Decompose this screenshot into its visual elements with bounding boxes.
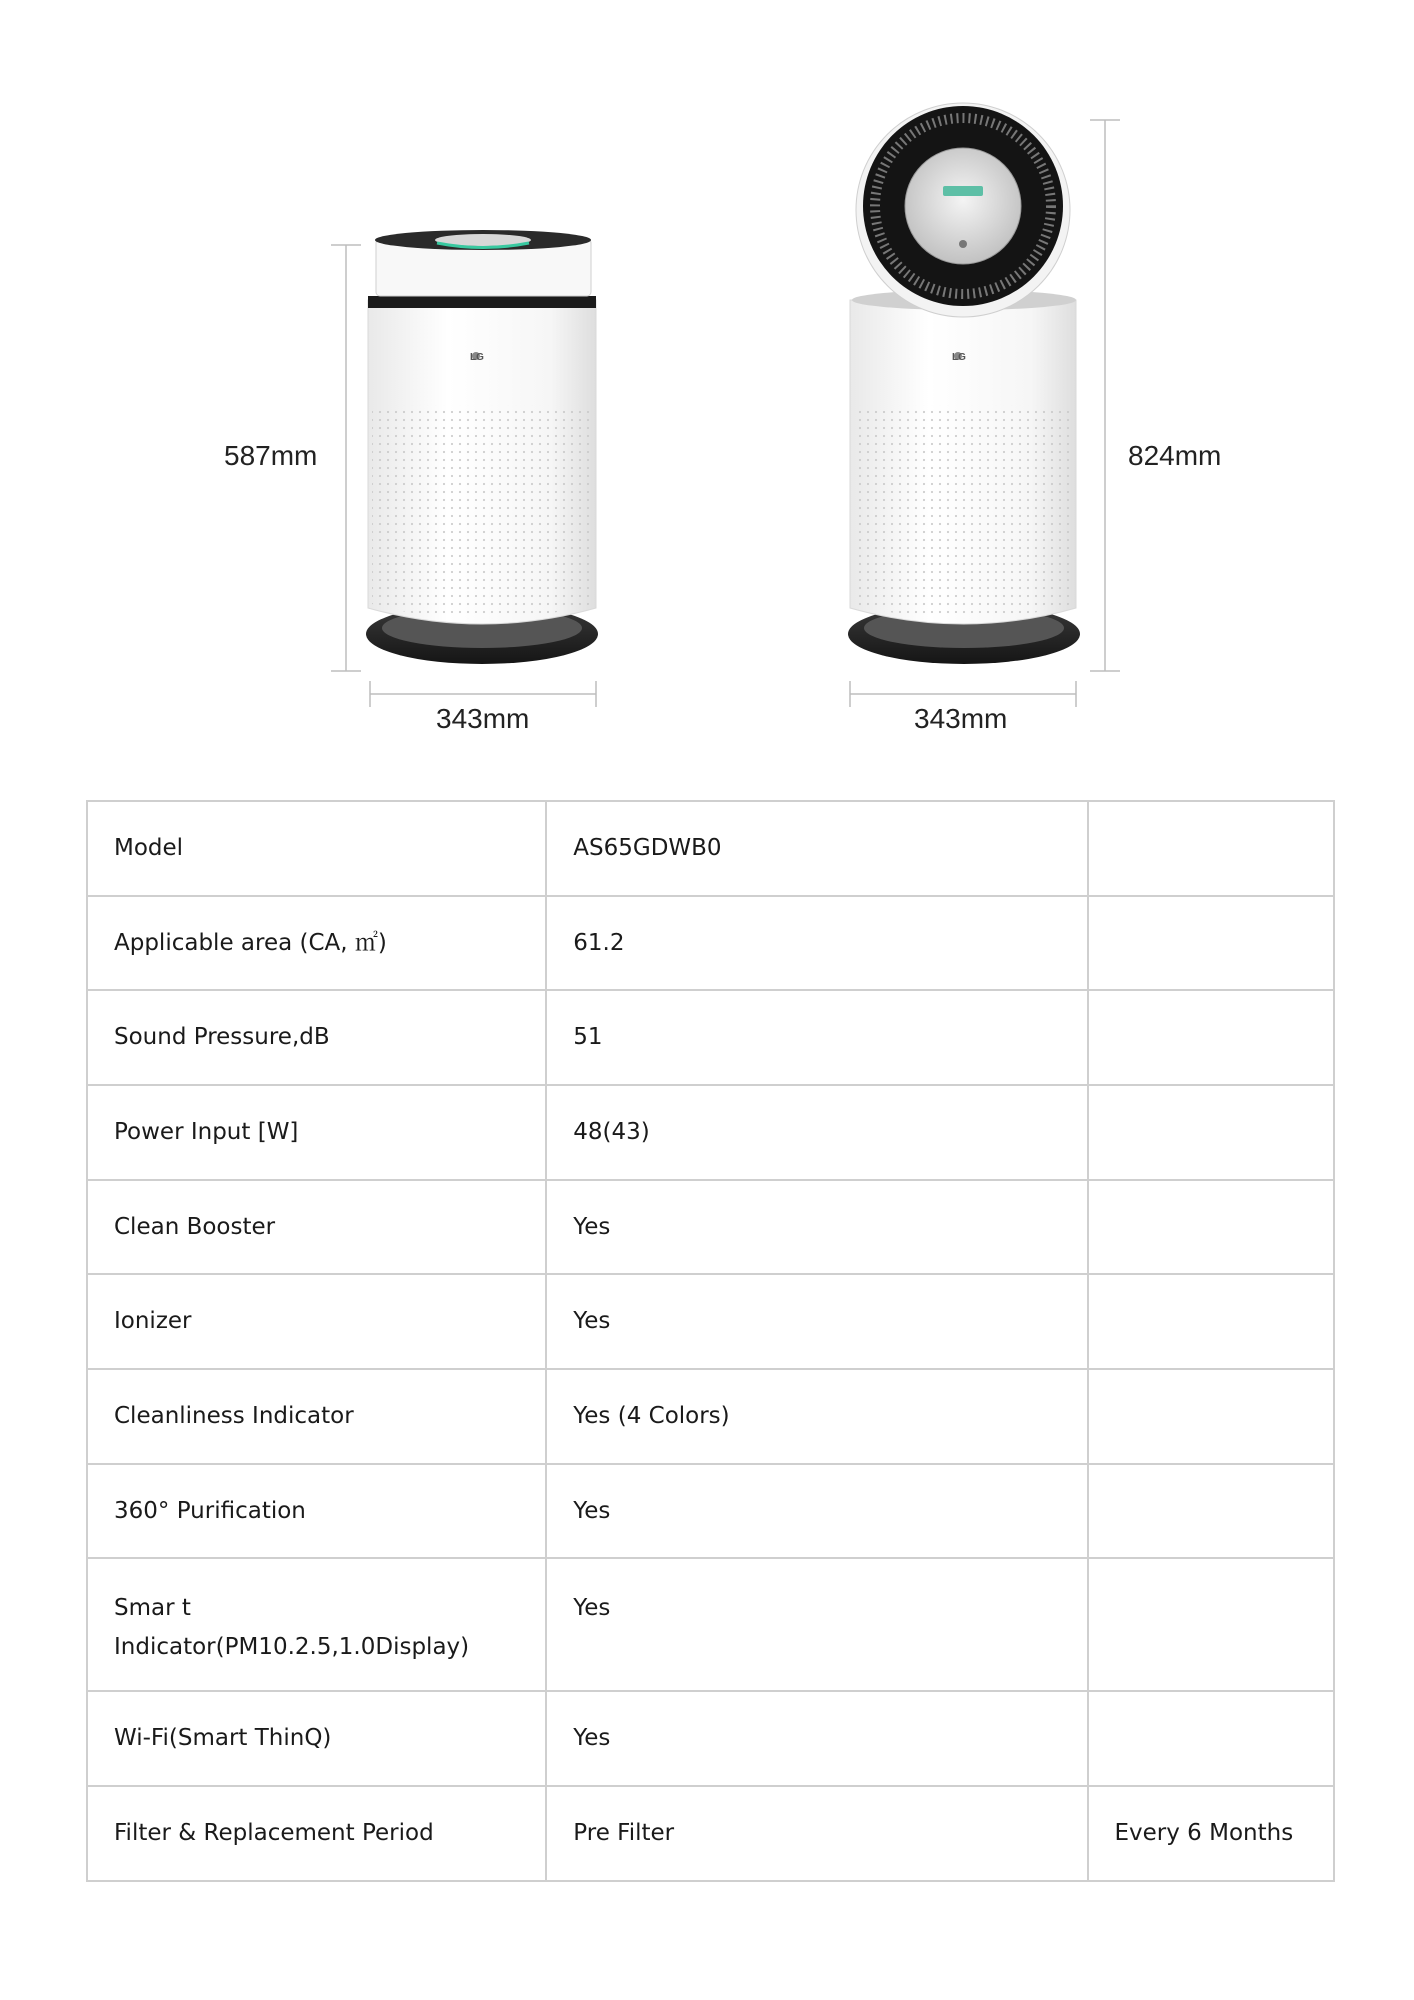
table-row: [87, 1786, 1334, 1881]
spec-value: 61.2: [546, 896, 1087, 990]
spec-label-line: Smar t: [114, 1595, 191, 1621]
spec-label: Wi-Fi(Smart ThinQ): [87, 1691, 546, 1786]
spec-extra: [1088, 1274, 1335, 1369]
spec-label: 360° Purification: [87, 1464, 546, 1558]
spec-value: AS65GDWB0: [546, 801, 1087, 896]
table-row: [87, 1558, 1334, 1691]
spec-extra: Every 6 Months: [1088, 1786, 1335, 1881]
spec-label: Model: [87, 801, 546, 896]
table-row: [87, 1369, 1334, 1464]
spec-extra: [1088, 801, 1335, 896]
spec-value: Yes: [546, 1274, 1087, 1369]
table-row: [87, 896, 1334, 990]
product-dimension-figure: [0, 0, 1414, 760]
spec-value: 51: [546, 990, 1087, 1085]
spec-value: Yes: [546, 1180, 1087, 1274]
spec-label-line: Indicator(PM10.2.5,1.0Display): [114, 1634, 470, 1660]
spec-label: Applicable area (CA, ㎡): [87, 896, 546, 990]
spec-label: Ionizer: [87, 1274, 546, 1369]
brand-logo-right: LG: [952, 352, 966, 363]
closed-width-label: 343mm: [436, 703, 530, 734]
spec-value: Yes (4 Colors): [546, 1369, 1087, 1464]
spec-extra: [1088, 990, 1335, 1085]
spec-label: Sound Pressure,dB: [87, 990, 546, 1085]
table-row: [87, 1691, 1334, 1786]
spec-value: Yes: [546, 1558, 1087, 1691]
table-row: [87, 990, 1334, 1085]
spec-value: Yes: [546, 1691, 1087, 1786]
closed-height-label: 587mm: [224, 440, 318, 471]
purifier-closed: [366, 230, 598, 664]
spec-extra: [1088, 1691, 1335, 1786]
spec-label: Clean Booster: [87, 1180, 546, 1274]
spec-extra: [1088, 1369, 1335, 1464]
spec-table: [86, 800, 1335, 1882]
table-row: [87, 1180, 1334, 1274]
purifier-illustrations: [0, 0, 1414, 760]
spec-extra: [1088, 896, 1335, 990]
table-row: [87, 1464, 1334, 1558]
spec-label: Power Input [W]: [87, 1085, 546, 1180]
table-row: [87, 801, 1334, 896]
spec-value: Yes: [546, 1464, 1087, 1558]
brand-logo-left: LG: [470, 352, 484, 363]
spec-value: 48(43): [546, 1085, 1087, 1180]
spec-extra: [1088, 1085, 1335, 1180]
table-row: [87, 1085, 1334, 1180]
spec-value: Pre Filter: [546, 1786, 1087, 1881]
spec-label: Filter & Replacement Period: [87, 1786, 546, 1881]
open-height-label: 824mm: [1128, 440, 1222, 471]
table-row: [87, 1274, 1334, 1369]
purifier-open: [848, 103, 1080, 664]
spec-label: [87, 1558, 546, 1691]
spec-extra: [1088, 1558, 1335, 1691]
spec-extra: [1088, 1464, 1335, 1558]
spec-extra: [1088, 1180, 1335, 1274]
open-width-label: 343mm: [914, 703, 1008, 734]
spec-label: Cleanliness Indicator: [87, 1369, 546, 1464]
